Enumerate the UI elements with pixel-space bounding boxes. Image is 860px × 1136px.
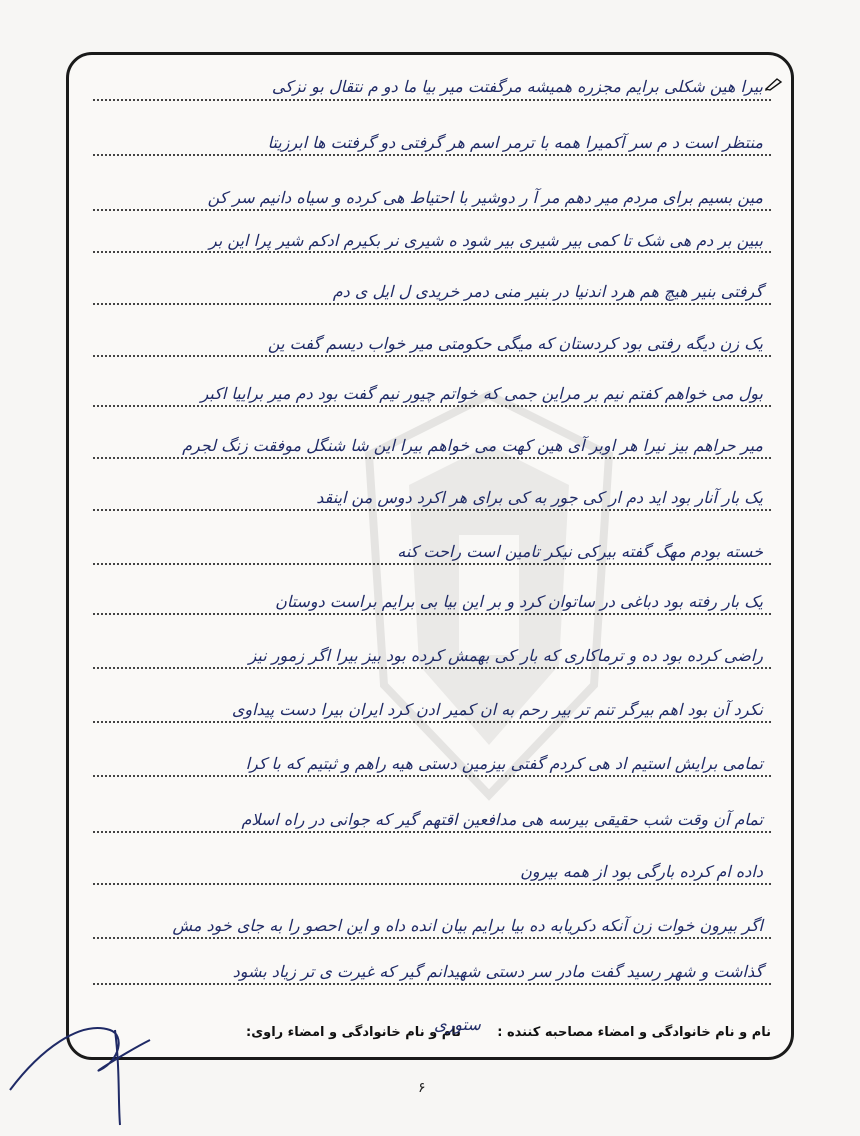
handwritten-line: تمام آن وقت شب حقیقی بیرسه هی مدافعین اقتهم گیر که جوانی در راه اسلام [241,810,763,829]
narrator-signature-label: نام و نام خانوادگی و امضاء راوی: [246,1025,461,1040]
narrator-signature [0,990,180,1130]
dotted-rule [93,775,771,777]
handwritten-line: میر حراهم بیز نیرا هر اوبر آی هین کهت می خواهم بیرا این شا شنگل موفقت زنگ لجرم [182,436,763,455]
interviewer-signature: ستوری [434,1015,481,1034]
dotted-rule [93,355,771,357]
handwritten-line: منتظر است د م سر آکمیرا همه با ترمر اسم هر گرفتی دو گرفتت ها ابرزیتا [267,133,763,152]
handwritten-line: تمامی برایش استیم اد هی کردم گفتی بیزمین دستی هیه راهم و ثبتیم که با کرا [245,754,763,773]
dotted-rule [93,667,771,669]
handwritten-line: نکرد آن بود اهم بیرگر تنم تر بیر رحم به ان کمیر ادن کرد ایران بیرا دست پیداوی [231,700,763,719]
dotted-rule [93,563,771,565]
dotted-rule [93,721,771,723]
handwritten-line: بول می خواهم کفتم نیم بر مراین جمی که خواتم چیور نیم گفت بود دم میر براییا اکبر [200,384,763,403]
dotted-rule [93,251,771,253]
handwritten-line: داده ام کرده بارگی بود از همه بیرون [520,862,763,881]
dotted-rule [93,457,771,459]
handwritten-line: ببین بر دم هی شک تا کمی بیر شیری بیر شود ه شیری نر بکیرم ادکم شیر پرا این بر [209,231,763,250]
handwritten-line: بیرا هین شکلی برایم مجزره همیشه مرگفتت میر بیا ما دو م نتقال بو نزکی [271,77,763,96]
document-page-frame [66,52,794,1060]
interviewer-signature-label: نام و نام خانوادگی و امضاء مصاحبه کننده : [497,1025,771,1040]
handwritten-lines [93,55,771,1057]
dotted-rule [93,831,771,833]
dotted-rule [93,883,771,885]
dotted-rule [93,937,771,939]
handwritten-line: گذاشت و شهر رسید گفت مادر سر دستی شهیدانم گیر که غیرت ی تر زیاد بشود [232,962,763,981]
handwritten-line: گرفتی بنیر هیچ هم هرد اندنیا در بنیر منی دمر خریدی ل ایل ی دم [332,282,763,301]
handwritten-line: یک بار رفته بود دباغی در ساتوان کرد و بر این بیا بی برایم براست دوستان [275,592,763,611]
dotted-rule [93,303,771,305]
dotted-rule [93,154,771,156]
handwritten-line: راضی کرده بود ده و ترماکاری که بار کی بهمش کرده بود بیز بیرا اگر زمور نیز [248,646,763,665]
handwritten-line: یک بار آنار بود اید دم ار کی جور به کی برای هر اکرد دوس من اینقد [316,488,763,507]
dotted-rule [93,405,771,407]
handwritten-line: اگر بیرون خوات زن آنکه دکریابه ده بیا برایم بیان انده داه و این احصو را به جای خود مش [172,916,763,935]
dotted-rule [93,983,771,985]
handwritten-line: مین بسیم برای مردم میر دهم مر آ ر دوشیر با احتیاط هی کرده و سیاه دانیم سر کن [207,188,763,207]
dotted-rule [93,613,771,615]
handwritten-line: یک زن دیگه رفتی بود کردستان که میگی حکومتی میر خواب دیسم گفت ین [267,334,763,353]
handwritten-line: خسته بودم مهگ گفته بیرکی نیکر تامین است راحت کنه [397,542,763,561]
dotted-rule [93,99,771,101]
dotted-rule [93,209,771,211]
dotted-rule [93,509,771,511]
page-number: ۶ [418,1080,426,1096]
